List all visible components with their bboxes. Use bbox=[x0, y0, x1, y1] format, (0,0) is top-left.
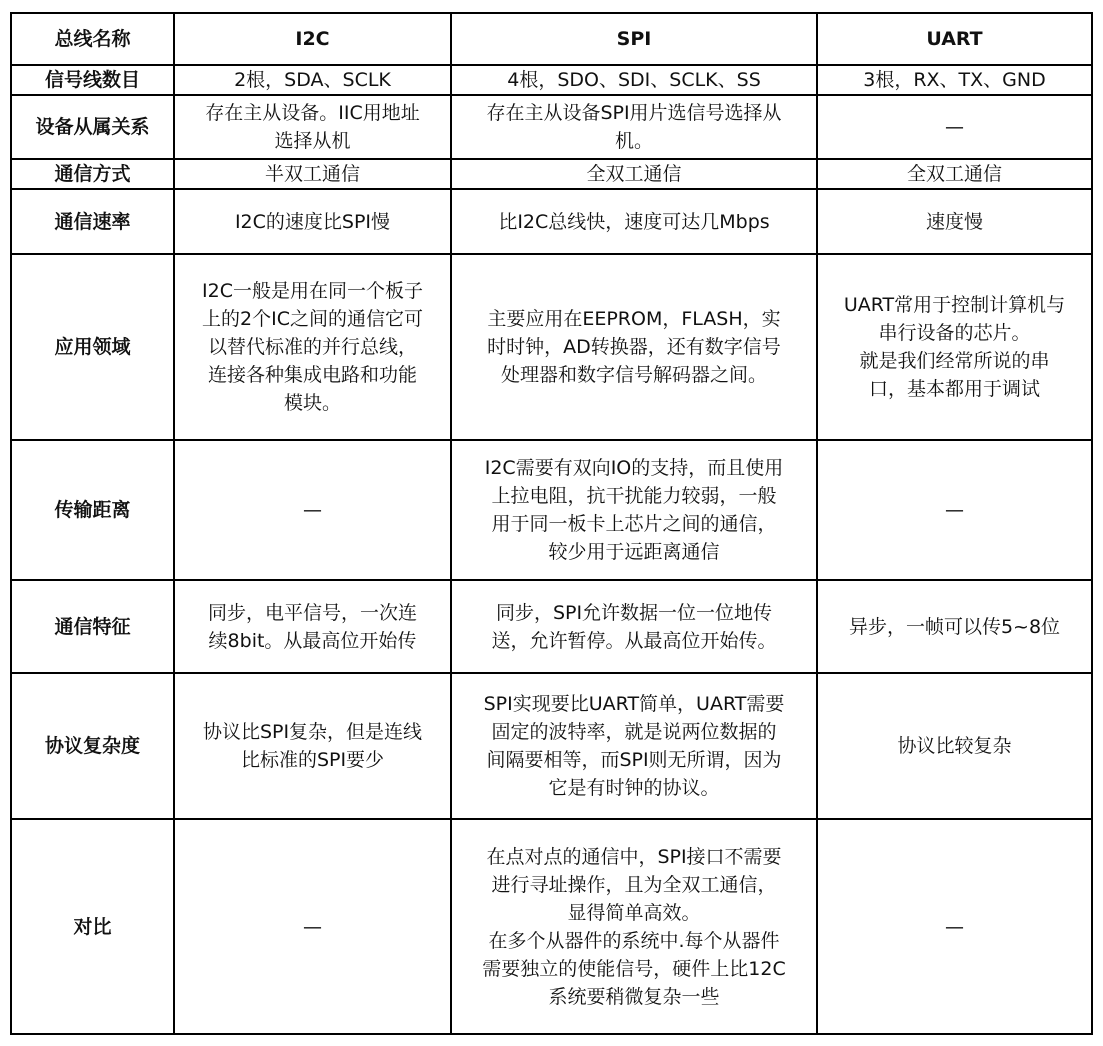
row-signal-lines bbox=[11, 65, 1092, 95]
row-complexity bbox=[11, 673, 1092, 819]
cell-uart: — bbox=[817, 95, 1092, 159]
cell-uart: — bbox=[817, 819, 1092, 1034]
header-row bbox=[11, 13, 1092, 65]
cell-uart: 协议比较复杂 bbox=[817, 673, 1092, 819]
row-label: 通信方式 bbox=[11, 159, 174, 189]
cell-spi: 同步，SPI允许数据一位一位地传 送，允许暂停。从最高位开始传。 bbox=[451, 580, 817, 673]
cell-spi: I2C需要有双向IO的支持，而且使用 上拉电阻，抗干扰能力较弱，一般 用于同一板卡上芯片之间的通信， 较少用于远距离通信 bbox=[451, 440, 817, 580]
cell-uart: 3根，RX、TX、GND bbox=[817, 65, 1092, 95]
cell-spi: 存在主从设备SPI用片选信号选择从 机。 bbox=[451, 95, 817, 159]
row-comparison bbox=[11, 819, 1092, 1034]
header-spi: SPI bbox=[451, 13, 817, 65]
row-label: 对比 bbox=[11, 819, 174, 1034]
cell-spi: 全双工通信 bbox=[451, 159, 817, 189]
row-label: 应用领域 bbox=[11, 254, 174, 440]
row-label: 协议复杂度 bbox=[11, 673, 174, 819]
row-label: 通信特征 bbox=[11, 580, 174, 673]
row-label: 信号线数目 bbox=[11, 65, 174, 95]
cell-spi: 4根，SDO、SDI、SCLK、SS bbox=[451, 65, 817, 95]
bus-comparison-table bbox=[10, 12, 1093, 1035]
row-master-slave bbox=[11, 95, 1092, 159]
cell-i2c: — bbox=[174, 440, 451, 580]
cell-spi: 比I2C总线快，速度可达几Mbps bbox=[451, 189, 817, 254]
cell-spi: 主要应用在EEPROM，FLASH，实 时时钟，AD转换器，还有数字信号 处理器和数字信号解码器之间。 bbox=[451, 254, 817, 440]
cell-uart: 异步，一帧可以传5~8位 bbox=[817, 580, 1092, 673]
row-application bbox=[11, 254, 1092, 440]
row-label: 设备从属关系 bbox=[11, 95, 174, 159]
cell-uart: 速度慢 bbox=[817, 189, 1092, 254]
row-label: 传输距离 bbox=[11, 440, 174, 580]
cell-i2c: 2根，SDA、SCLK bbox=[174, 65, 451, 95]
cell-spi: 在点对点的通信中，SPI接口不需要 进行寻址操作，且为全双工通信， 显得简单高效。 在多个从器件的系统中.每个从器件 需要独立的使能信号，硬件上比12C 系统要稍微复杂一些 bbox=[451, 819, 817, 1034]
row-label: 通信速率 bbox=[11, 189, 174, 254]
cell-i2c: 半双工通信 bbox=[174, 159, 451, 189]
header-uart: UART bbox=[817, 13, 1092, 65]
row-features bbox=[11, 580, 1092, 673]
row-comm-mode bbox=[11, 159, 1092, 189]
row-distance bbox=[11, 440, 1092, 580]
cell-uart: 全双工通信 bbox=[817, 159, 1092, 189]
row-comm-speed bbox=[11, 189, 1092, 254]
cell-i2c: — bbox=[174, 819, 451, 1034]
cell-i2c: 存在主从设备。IIC用地址 选择从机 bbox=[174, 95, 451, 159]
cell-i2c: 协议比SPI复杂，但是连线 比标准的SPI要少 bbox=[174, 673, 451, 819]
cell-i2c: 同步，电平信号，一次连 续8bit。从最高位开始传 bbox=[174, 580, 451, 673]
header-bus-name: 总线名称 bbox=[11, 13, 174, 65]
cell-uart: UART常用于控制计算机与 串行设备的芯片。 就是我们经常所说的串 口，基本都用于调试 bbox=[817, 254, 1092, 440]
cell-i2c: I2C一般是用在同一个板子 上的2个IC之间的通信它可 以替代标准的并行总线， 连接各种集成电路和功能 模块。 bbox=[174, 254, 451, 440]
cell-i2c: I2C的速度比SPI慢 bbox=[174, 189, 451, 254]
cell-uart: — bbox=[817, 440, 1092, 580]
header-i2c: I2C bbox=[174, 13, 451, 65]
cell-spi: SPI实现要比UART简单，UART需要 固定的波特率，就是说两位数据的 间隔要相等，而SPI则无所谓，因为 它是有时钟的协议。 bbox=[451, 673, 817, 819]
